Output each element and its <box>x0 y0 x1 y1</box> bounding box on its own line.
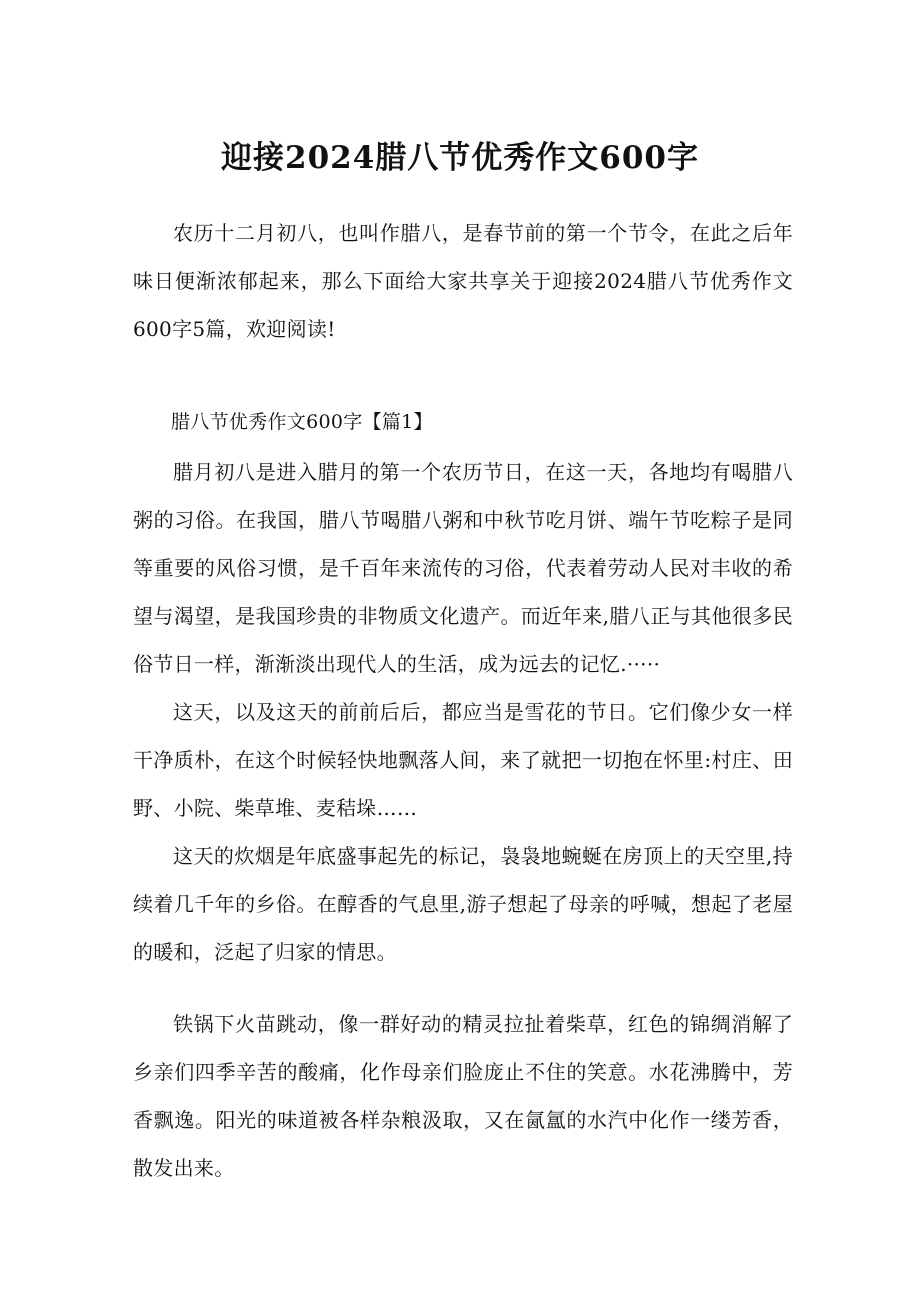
document-title: 迎接2024腊八节优秀作文600字 <box>221 140 699 176</box>
body-paragraph-4: 铁锅下火苗跳动，像一群好动的精灵拉扯着柴草，红色的锦绸消解了乡亲们四季辛苦的酸痛，化作母亲们脸庞止不住的笑意。水花沸腾中，芳香飘逸。阳光的味道被各样杂粮汲取，又在氤氲的水汽中化作一缕芳香，散发出来。 <box>133 1012 793 1180</box>
body-paragraph-3: 这天的炊烟是年底盛事起先的标记，袅袅地蜿蜒在房顶上的天空里,持续着几千年的乡俗。在醇香的气息里,游子想起了母亲的呼喊，想起了老屋的暖和，泛起了归家的情思。 <box>133 844 793 964</box>
section-heading: 腊八节优秀作文600字【篇1】 <box>171 411 433 433</box>
body-paragraph-1: 腊月初八是进入腊月的第一个农历节日，在这一天，各地均有喝腊八粥的习俗。在我国，腊八节喝腊八粥和中秋节吃月饼、端午节吃粽子是同等重要的风俗习惯，是千百年来流传的习俗，代表着劳动人民对丰收的希望与渴望，是我国珍贵的非物质文化遗产。而近年来,腊八正与其他很多民俗节日一样，渐渐淡出现代人的生活，成为远去的记忆.····· <box>133 460 793 676</box>
intro-paragraph: 农历十二月初八，也叫作腊八，是春节前的第一个节令，在此之后年味日便渐浓郁起来，那么下面给大家共享关于迎接2024腊八节优秀作文600字5篇，欢迎阅读! <box>133 221 793 341</box>
body-paragraph-2: 这天，以及这天的前前后后，都应当是雪花的节日。它们像少女一样干净质朴，在这个时候轻快地飘落人间，来了就把一切抱在怀里:村庄、田野、小院、柴草堆、麦秸垛…… <box>133 700 793 820</box>
